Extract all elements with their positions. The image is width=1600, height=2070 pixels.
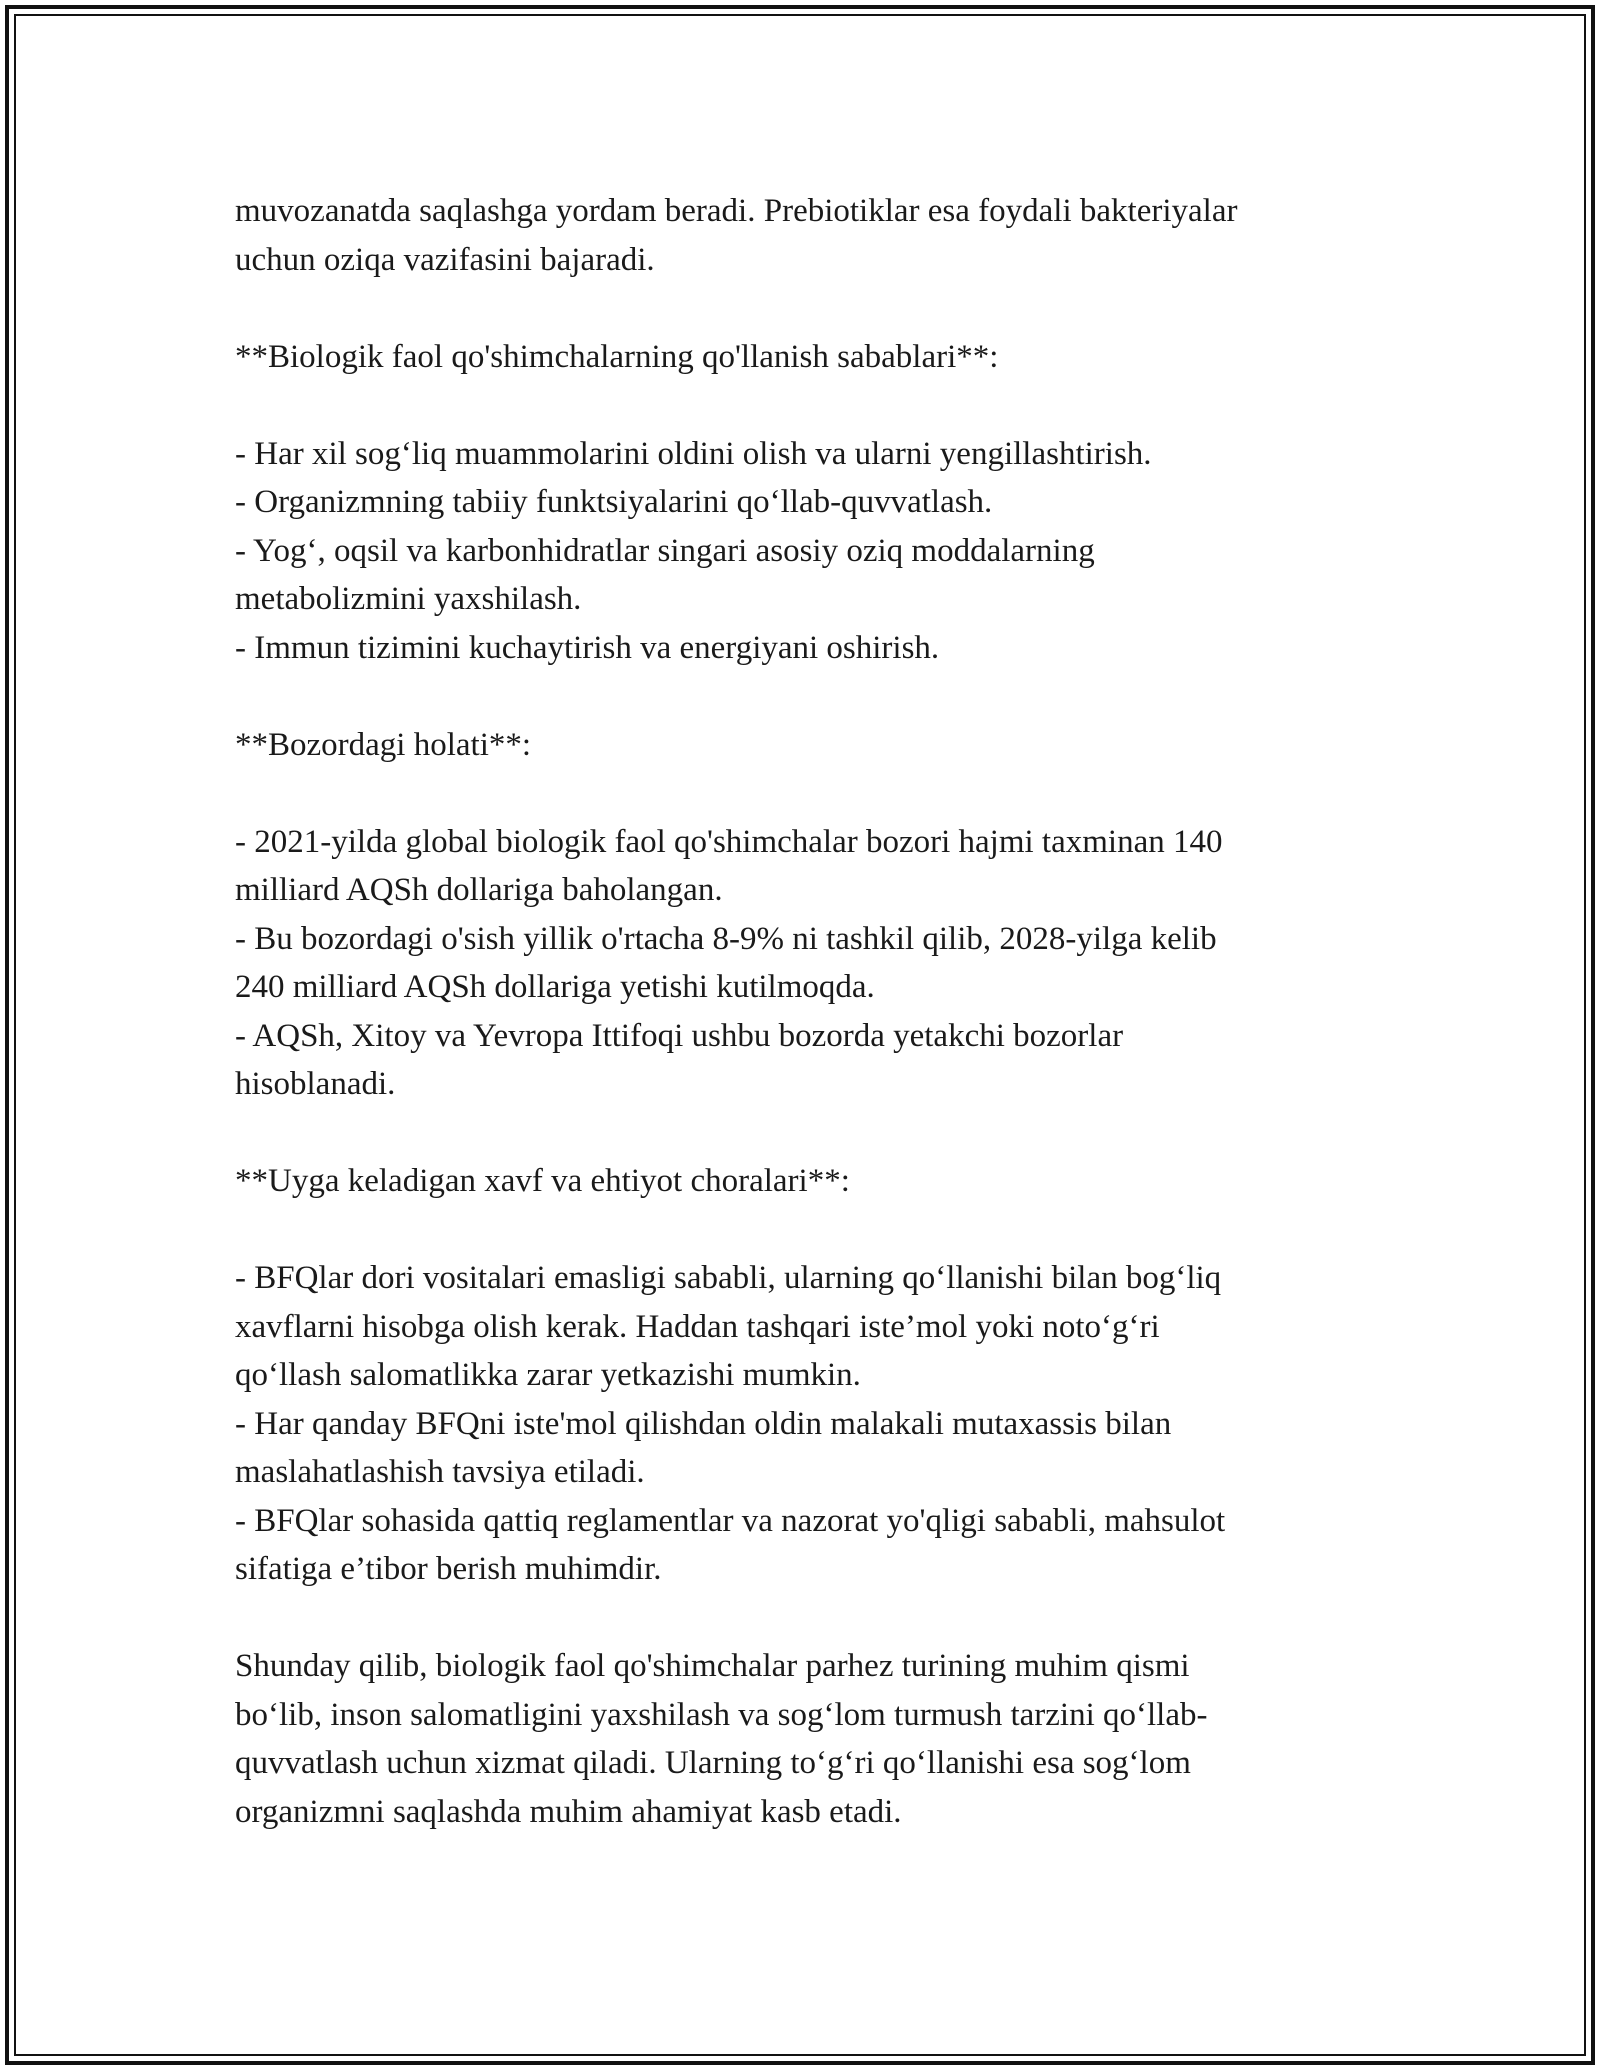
section-heading: **Uyga keladigan xavf va ehtiyot choralari**: (235, 1163, 850, 1199)
list-item-continuation: 240 milliard AQSh dollariga yetishi kutilmoqda. (235, 969, 875, 1005)
list-item-continuation: milliard AQSh dollariga baholangan. (235, 872, 723, 908)
market-list (235, 818, 1375, 1109)
reasons-heading (235, 333, 1375, 382)
list-item: - AQSh, Xitoy va Yevropa Ittifoqi ushbu bozorda yetakchi bozorlar (235, 1017, 1124, 1054)
list-item: - BFQlar sohasida qattiq reglamentlar va nazorat yo'qligi sababli, mahsulot (235, 1502, 1226, 1539)
text-line: Shunday qilib, biologik faol qo'shimchalar parhez turining muhim qismi (235, 1648, 1190, 1684)
list-item: - Yog‘, oqsil va karbonhidratlar singari asosiy oziq moddalarning (235, 532, 1095, 569)
intro-paragraph (235, 187, 1375, 284)
text-line: organizmni saqlashda muhim ahamiyat kasb etadi. (235, 1793, 902, 1830)
conclusion-paragraph (235, 1642, 1375, 1836)
text-line: muvozanatda saqlashga yordam beradi. Prebiotiklar esa foydali bakteriyalar (235, 193, 1238, 229)
list-item: - Har qanday BFQni iste'mol qilishdan oldin malakali mutaxassis bilan (235, 1405, 1172, 1442)
list-item: - Har xil sog‘liq muammolarini oldini olish va ularni yengillashtirish. (235, 435, 1152, 472)
list-item: - BFQlar dori vositalari emasligi sababli, ularning qo‘llanishi bilan bog‘liq (235, 1260, 1222, 1296)
section-heading: **Biologik faol qo'shimchalarning qo'llanish sabablari**: (235, 338, 999, 375)
risks-list (235, 1254, 1375, 1594)
list-item-continuation: qo‘llash salomatlikka zarar yetkazishi mumkin. (235, 1357, 861, 1393)
document-body (235, 187, 1375, 1885)
list-item: - 2021-yilda global biologik faol qo'shimchalar bozori hajmi taxminan 140 (235, 823, 1223, 860)
list-item: - Immun tizimini kuchaytirish va energiyani oshirish. (235, 629, 940, 666)
text-line: uchun oziqa vazifasini bajaradi. (235, 241, 655, 278)
list-item: - Organizmning tabiiy funktsiyalarini qo‘llab-quvvatlash. (235, 484, 993, 520)
list-item-continuation: sifatiga e’tibor berish muhimdir. (235, 1551, 662, 1587)
list-item-continuation: metabolizmini yaxshilash. (235, 581, 582, 617)
text-line: quvvatlash uchun xizmat qiladi. Ularning to‘g‘ri qo‘llanishi esa sog‘lom (235, 1745, 1191, 1781)
list-item-continuation: hisoblanadi. (235, 1066, 396, 1102)
section-heading: **Bozordagi holati**: (235, 726, 532, 763)
text-line: bo‘lib, inson salomatligini yaxshilash va sog‘lom turmush tarzini qo‘llab- (235, 1696, 1208, 1733)
list-item-continuation: maslahatlashish tavsiya etiladi. (235, 1454, 645, 1490)
reasons-list (235, 430, 1375, 673)
list-item: - Bu bozordagi o'sish yillik o'rtacha 8-9% ni tashkil qilib, 2028-yilga kelib (235, 920, 1217, 957)
list-item-continuation: xavflarni hisobga olish kerak. Haddan tashqari iste’mol yoki noto‘g‘ri (235, 1308, 1160, 1345)
risks-heading (235, 1157, 1375, 1206)
market-heading (235, 721, 1375, 770)
